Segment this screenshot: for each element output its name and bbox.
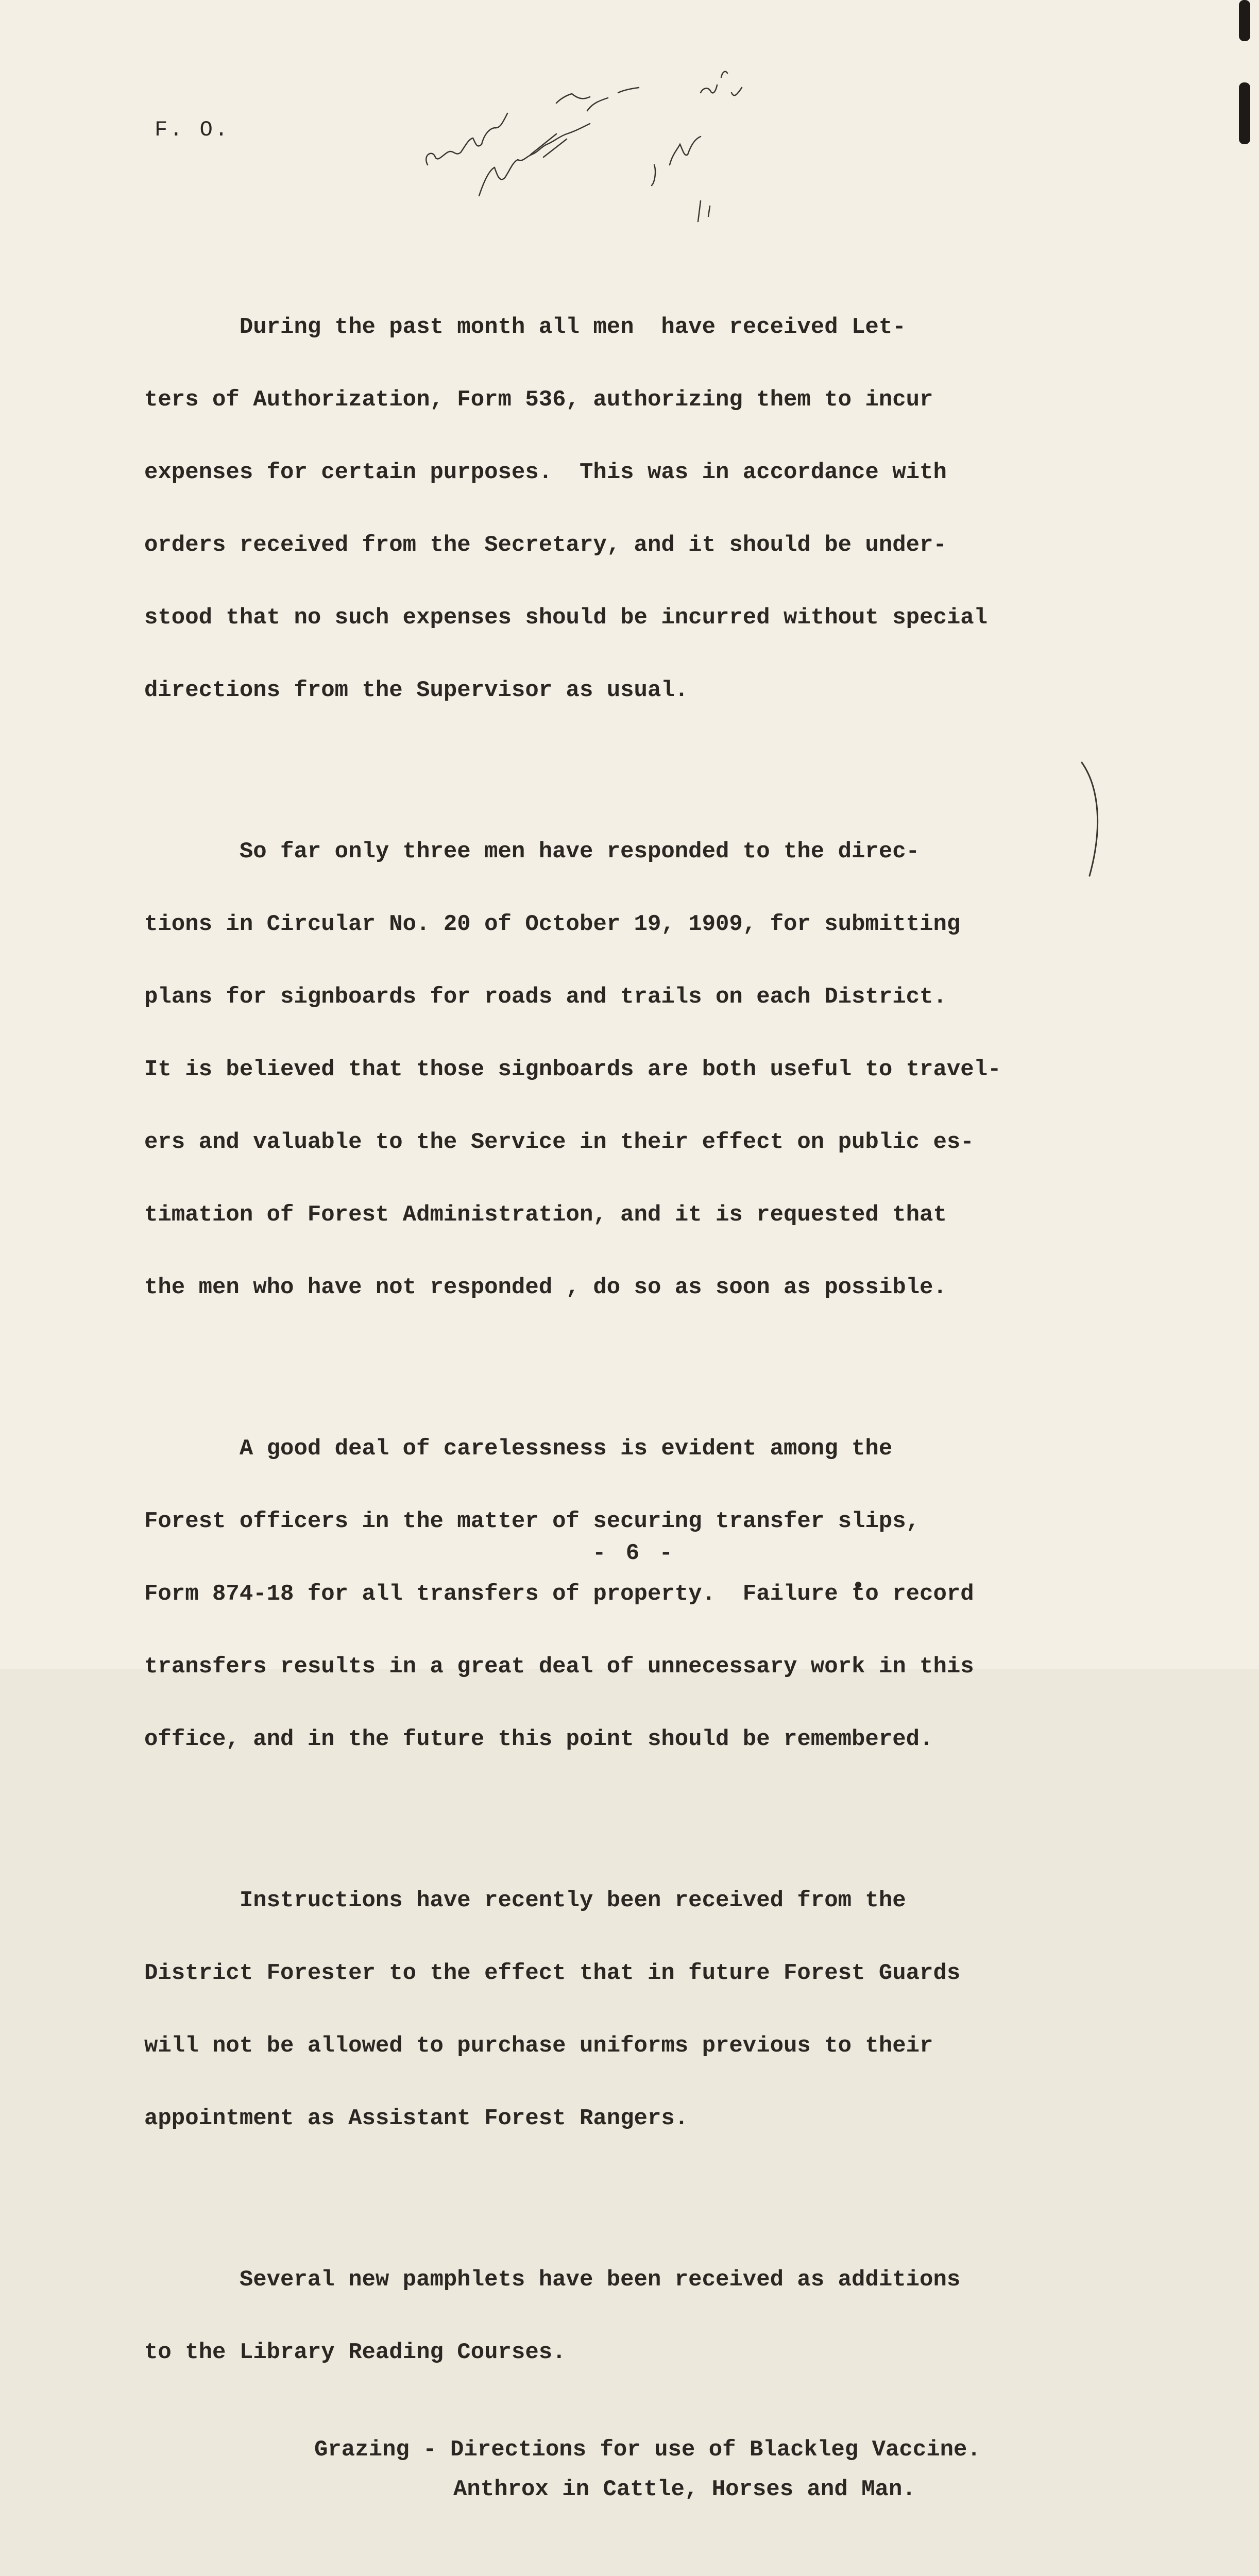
grazing-list-item: Anthrox in Cattle, Horses and Man. <box>453 2477 916 2502</box>
handwritten-annotation <box>412 52 783 237</box>
text-line: orders received from the Secretary, and it should be under- <box>144 532 947 558</box>
paragraph-library-books <box>144 2542 1144 2576</box>
text-line: directions from the Supervisor as usual. <box>144 677 689 703</box>
text-line: will not be allowed to purchase uniforms previous to their <box>144 2033 933 2059</box>
paragraph-authorization-letters <box>144 267 1144 751</box>
text-line: ters of Authorization, Form 536, authorizing them to incur <box>144 387 933 413</box>
text-line: to the Library Reading Courses. <box>144 2340 566 2365</box>
text-line: A good deal of carelessness is evident among the <box>144 1436 893 1462</box>
text-line: transfers results in a great deal of unnecessary work in this <box>144 1654 974 1680</box>
binding-hole-mark <box>1239 0 1250 41</box>
text-line: timation of Forest Administration, and it is requested that <box>144 1202 947 1228</box>
paragraph-uniforms <box>144 1840 1144 2179</box>
page-number: - 6 - <box>592 1540 676 1566</box>
paragraph-signboards <box>144 791 1144 1348</box>
text-line: Forest officers in the matter of securing transfer slips, <box>144 1509 920 1534</box>
office-code: F. O. <box>155 117 230 142</box>
paragraph-transfer-slips <box>144 1388 1144 1800</box>
document-body <box>144 267 1144 2576</box>
text-line: office, and in the future this point should be remembered. <box>144 1726 933 1752</box>
text-line: appointment as Assistant Forest Rangers. <box>144 2106 689 2131</box>
binding-hole-mark <box>1239 82 1250 144</box>
text-line: ers and valuable to the Service in their effect on public es- <box>144 1129 974 1155</box>
text-line: During the past month all men have received Let- <box>144 314 906 340</box>
text-line: tions in Circular No. 20 of October 19, 1909, for submitting <box>144 911 961 937</box>
text-line: expenses for certain purposes. This was in accordance with <box>144 460 947 485</box>
text-line: District Forester to the effect that in future Forest Guards <box>144 1960 961 1986</box>
grazing-list-item: Grazing - Directions for use of Blackleg Vaccine. <box>314 2437 981 2463</box>
text-line: So far only three men have responded to the direc- <box>144 839 920 865</box>
paragraph-pamphlets <box>144 2219 1144 2413</box>
text-line: Several new pamphlets have been received as additions <box>144 2267 961 2293</box>
text-line: plans for signboards for roads and trails on each District. <box>144 984 947 1010</box>
text-line: Instructions have recently been received from the <box>144 1888 906 1913</box>
text-line: It is believed that those signboards are both useful to travel- <box>144 1057 1001 1082</box>
text-line: the men who have not responded , do so as soon as possible. <box>144 1275 947 1300</box>
text-line: Form 874-18 for all transfers of property. Failure to record <box>144 1581 974 1607</box>
text-line: stood that no such expenses should be incurred without special <box>144 605 988 631</box>
